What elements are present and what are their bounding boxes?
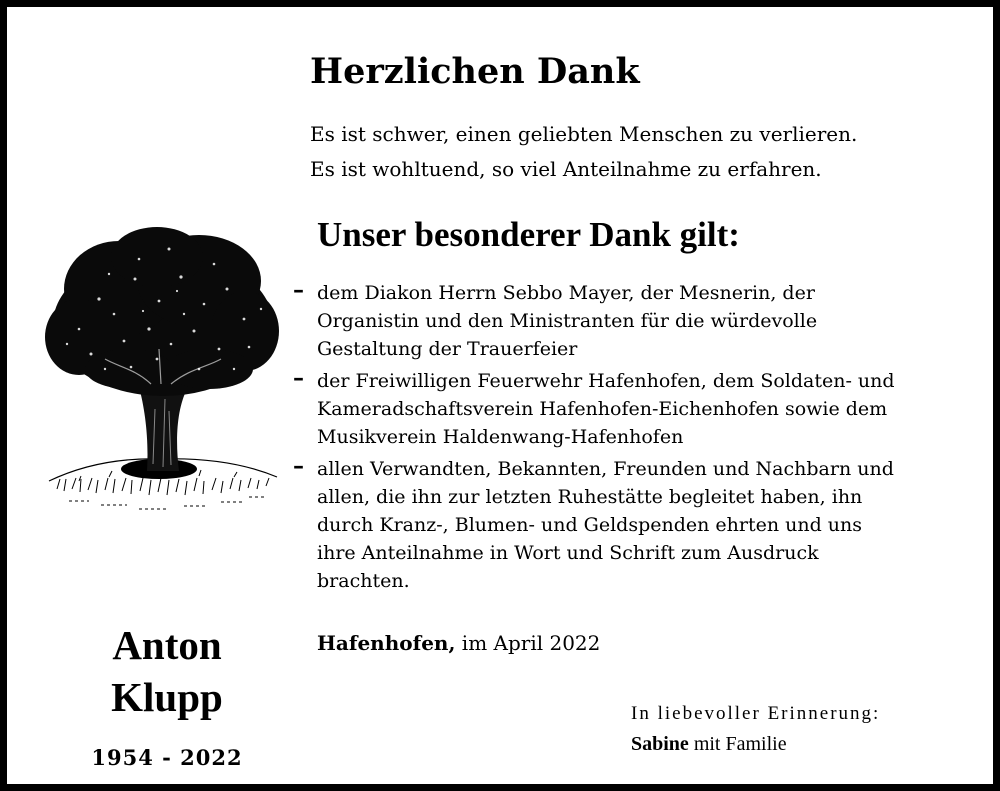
thanks-item xyxy=(293,279,983,363)
thanks-item-text: dem Diakon Herrn Sebbo Mayer, der Mesnerin, der Organistin und den Ministranten für die würdevolle Gestaltung der Trauerfeier xyxy=(317,282,818,360)
dash-bullet: – xyxy=(293,277,304,303)
signer-rest: mit Familie xyxy=(688,733,787,755)
signer xyxy=(631,733,787,756)
thanks-item-text: allen Verwandten, Bekannten, Freunden und Nachbarn und allen, die ihn zur letzten Ruhestätte begleitet haben, ihn durch Kranz-, Blumen- und Geldspenden ehrten und uns ihre Anteilnahme in Wort und Schrift zum Ausdruck brachten. xyxy=(317,458,894,592)
deceased-first-name: Anton xyxy=(112,622,222,668)
thanks-list xyxy=(293,279,983,599)
tree-icon xyxy=(39,219,284,519)
thanks-heading: Unser besonderer Dank gilt: xyxy=(317,215,740,254)
place-date xyxy=(317,631,600,655)
dash-bullet: – xyxy=(293,453,304,479)
dash-bullet: – xyxy=(293,365,304,391)
place: Hafenhofen, xyxy=(317,631,456,655)
thanks-item-text: der Freiwilligen Feuerwehr Hafenhofen, dem Soldaten- und Kameradschaftsverein Hafenhofen-Eichenhofen sowie dem Musikverein Haldenwang-Hafenhofen xyxy=(317,370,895,448)
life-years: 1954 - 2022 xyxy=(91,745,243,770)
intro-line-2: Es ist wohltuend, so viel Anteilnahme zu erfahren. xyxy=(310,157,822,181)
deceased-last-name: Klupp xyxy=(111,674,223,720)
page-title: Herzlichen Dank xyxy=(310,51,640,92)
signer-name: Sabine xyxy=(631,733,689,755)
thanks-item xyxy=(293,455,983,595)
canopy xyxy=(45,227,279,396)
date: im April 2022 xyxy=(455,631,601,655)
closing-phrase: In liebevoller Erinnerung: xyxy=(631,703,881,724)
thanks-item xyxy=(293,367,983,451)
intro-line-1: Es ist schwer, einen geliebten Menschen zu verlieren. xyxy=(310,122,858,146)
